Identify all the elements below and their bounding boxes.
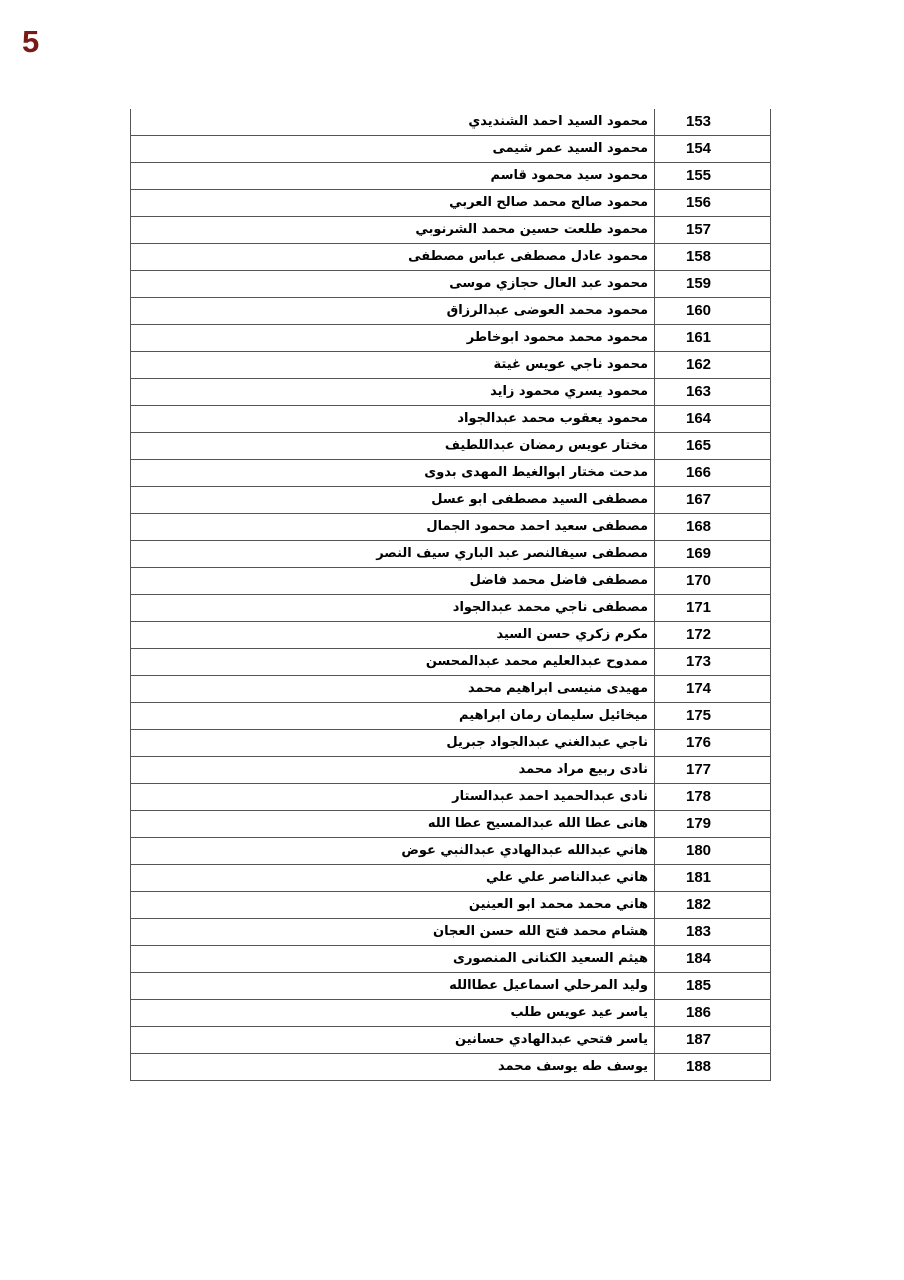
number-cell: 172 <box>655 622 771 649</box>
table-row <box>131 784 771 811</box>
table-row <box>131 487 771 514</box>
number-cell: 158 <box>655 244 771 271</box>
name-cell: مصطفى سيفالنصر عبد الباري سيف النصر <box>131 541 655 568</box>
table-row <box>131 514 771 541</box>
number-cell: 160 <box>655 298 771 325</box>
number-cell: 174 <box>655 676 771 703</box>
table-row <box>131 406 771 433</box>
table-row <box>131 325 771 352</box>
names-table <box>130 109 771 1081</box>
table-row <box>131 541 771 568</box>
name-cell: هانى عطا الله عبدالمسيح عطا الله <box>131 811 655 838</box>
table-row <box>131 757 771 784</box>
names-table-container <box>130 109 770 1081</box>
number-cell: 155 <box>655 163 771 190</box>
name-cell: ياسر عيد عويس طلب <box>131 1000 655 1027</box>
name-cell: نادى عبدالحميد احمد عبدالستار <box>131 784 655 811</box>
number-cell: 179 <box>655 811 771 838</box>
name-cell: محمود السيد عمر شيمى <box>131 136 655 163</box>
names-table-body <box>131 109 771 1081</box>
table-row <box>131 1054 771 1081</box>
number-cell: 182 <box>655 892 771 919</box>
table-row <box>131 379 771 406</box>
number-cell: 168 <box>655 514 771 541</box>
name-cell: هيثم السعيد الكنانى المنصورى <box>131 946 655 973</box>
table-row <box>131 568 771 595</box>
name-cell: ياسر فتحي عبدالهادي حسانين <box>131 1027 655 1054</box>
name-cell: هشام محمد فتح الله حسن العجان <box>131 919 655 946</box>
name-cell: هاني عبدالناصر علي علي <box>131 865 655 892</box>
number-cell: 162 <box>655 352 771 379</box>
name-cell: مصطفى سعيد احمد محمود الجمال <box>131 514 655 541</box>
number-cell: 164 <box>655 406 771 433</box>
number-cell: 159 <box>655 271 771 298</box>
number-cell: 181 <box>655 865 771 892</box>
table-row <box>131 703 771 730</box>
number-cell: 183 <box>655 919 771 946</box>
table-row <box>131 676 771 703</box>
number-cell: 184 <box>655 946 771 973</box>
name-cell: محمود صالح محمد صالح العربي <box>131 190 655 217</box>
number-cell: 156 <box>655 190 771 217</box>
name-cell: مصطفى السيد مصطفى ابو عسل <box>131 487 655 514</box>
number-cell: 188 <box>655 1054 771 1081</box>
number-cell: 171 <box>655 595 771 622</box>
name-cell: ميخائيل سليمان رمان ابراهيم <box>131 703 655 730</box>
number-cell: 165 <box>655 433 771 460</box>
name-cell: مصطفى ناجي محمد عبدالجواد <box>131 595 655 622</box>
table-row <box>131 271 771 298</box>
name-cell: ناجي عبدالغني عبدالجواد جبريل <box>131 730 655 757</box>
table-row <box>131 649 771 676</box>
table-row <box>131 190 771 217</box>
number-cell: 177 <box>655 757 771 784</box>
table-row <box>131 352 771 379</box>
name-cell: محمود سيد محمود قاسم <box>131 163 655 190</box>
table-row <box>131 892 771 919</box>
name-cell: يوسف طه يوسف محمد <box>131 1054 655 1081</box>
name-cell: مدحت مختار ابوالغيط المهدى بدوى <box>131 460 655 487</box>
name-cell: محمود يعقوب محمد عبدالجواد <box>131 406 655 433</box>
number-cell: 157 <box>655 217 771 244</box>
name-cell: مكرم زكري حسن السيد <box>131 622 655 649</box>
name-cell: نادى ربيع مراد محمد <box>131 757 655 784</box>
table-row <box>131 730 771 757</box>
table-row <box>131 811 771 838</box>
table-row <box>131 919 771 946</box>
page-number: 5 <box>22 24 40 59</box>
table-row <box>131 136 771 163</box>
number-cell: 173 <box>655 649 771 676</box>
table-row <box>131 1027 771 1054</box>
name-cell: محمود يسري محمود زايد <box>131 379 655 406</box>
table-row <box>131 595 771 622</box>
name-cell: مهيدى منيسى ابراهيم محمد <box>131 676 655 703</box>
number-cell: 166 <box>655 460 771 487</box>
table-row <box>131 946 771 973</box>
number-cell: 175 <box>655 703 771 730</box>
number-cell: 161 <box>655 325 771 352</box>
number-cell: 154 <box>655 136 771 163</box>
name-cell: مختار عويس رمضان عبداللطيف <box>131 433 655 460</box>
number-cell: 163 <box>655 379 771 406</box>
number-cell: 178 <box>655 784 771 811</box>
number-cell: 185 <box>655 973 771 1000</box>
name-cell: محمود عادل مصطفى عباس مصطفى <box>131 244 655 271</box>
name-cell: محمود عبد العال حجازي موسى <box>131 271 655 298</box>
table-row <box>131 838 771 865</box>
table-row <box>131 973 771 1000</box>
name-cell: هاني عبدالله عبدالهادي عبدالنبي عوض <box>131 838 655 865</box>
table-row <box>131 433 771 460</box>
name-cell: محمود محمد العوضى عبدالرزاق <box>131 298 655 325</box>
name-cell: محمود السيد احمد الشنديدي <box>131 109 655 136</box>
number-cell: 187 <box>655 1027 771 1054</box>
table-row <box>131 865 771 892</box>
number-cell: 176 <box>655 730 771 757</box>
number-cell: 169 <box>655 541 771 568</box>
table-row <box>131 163 771 190</box>
number-cell: 153 <box>655 109 771 136</box>
table-row <box>131 622 771 649</box>
number-cell: 167 <box>655 487 771 514</box>
table-row <box>131 217 771 244</box>
name-cell: محمود طلعت حسين محمد الشرنوبي <box>131 217 655 244</box>
table-row <box>131 460 771 487</box>
name-cell: محمود محمد محمود ابوخاطر <box>131 325 655 352</box>
table-row <box>131 109 771 136</box>
name-cell: ممدوح عبدالعليم محمد عبدالمحسن <box>131 649 655 676</box>
number-cell: 186 <box>655 1000 771 1027</box>
name-cell: وليد المرحلي اسماعيل عطاالله <box>131 973 655 1000</box>
table-row <box>131 244 771 271</box>
name-cell: محمود ناجي عويس غيتة <box>131 352 655 379</box>
table-row <box>131 298 771 325</box>
number-cell: 170 <box>655 568 771 595</box>
name-cell: مصطفى فاضل محمد فاضل <box>131 568 655 595</box>
table-row <box>131 1000 771 1027</box>
number-cell: 180 <box>655 838 771 865</box>
name-cell: هاني محمد محمد ابو العينين <box>131 892 655 919</box>
